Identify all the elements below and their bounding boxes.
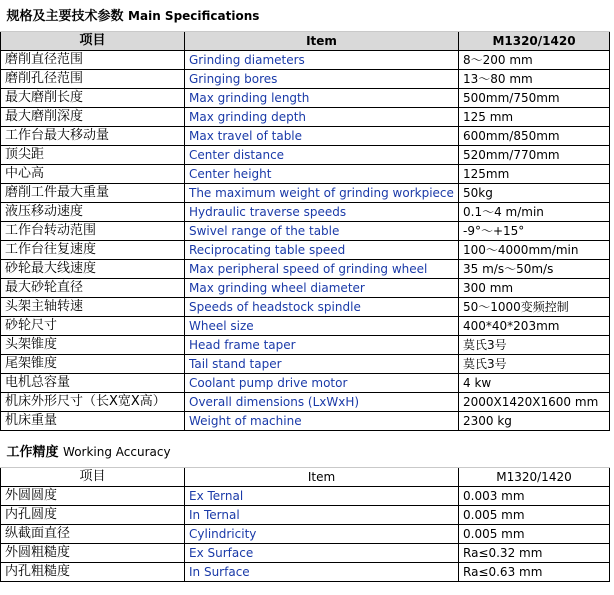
param-name-cn: 机床重量 bbox=[1, 412, 185, 431]
header-item-cn: 项目 bbox=[1, 32, 185, 51]
param-value: 520mm/770mm bbox=[459, 146, 610, 165]
param-name-cn: 顶尖距 bbox=[1, 146, 185, 165]
param-value: 13～80 mm bbox=[459, 70, 610, 89]
table-row bbox=[1, 563, 610, 582]
param-value: 300 mm bbox=[459, 279, 610, 298]
param-name-cn: 最大磨削深度 bbox=[1, 108, 185, 127]
param-name-cn: 液压移动速度 bbox=[1, 203, 185, 222]
spec-body bbox=[1, 51, 610, 431]
param-name-cn: 纵截面直径 bbox=[1, 525, 185, 544]
param-name-cn: 头架主轴转速 bbox=[1, 298, 185, 317]
table-row bbox=[1, 412, 610, 431]
param-name-cn: 磨削孔径范围 bbox=[1, 70, 185, 89]
param-value: Ra≤0.32 mm bbox=[459, 544, 610, 563]
accuracy-title-cn: 工作精度 bbox=[6, 444, 59, 460]
param-value: 0.005 mm bbox=[459, 506, 610, 525]
param-value: 4 kw bbox=[459, 374, 610, 393]
table-row bbox=[1, 487, 610, 506]
table-row bbox=[1, 108, 610, 127]
param-value: Ra≤0.63 mm bbox=[459, 563, 610, 582]
param-name-cn: 机床外形尺寸（长X宽X高） bbox=[1, 393, 185, 412]
table-row bbox=[1, 298, 610, 317]
param-name-cn: 最大砂轮直径 bbox=[1, 279, 185, 298]
param-name-cn: 电机总容量 bbox=[1, 374, 185, 393]
working-accuracy-table bbox=[0, 437, 610, 582]
param-name-en: In Ternal bbox=[185, 506, 459, 525]
param-value: 35 m/s～50m/s bbox=[459, 260, 610, 279]
table-row bbox=[1, 279, 610, 298]
param-name-cn: 砂轮尺寸 bbox=[1, 317, 185, 336]
table-row bbox=[1, 355, 610, 374]
spec-title-row bbox=[1, 1, 610, 32]
table-row bbox=[1, 336, 610, 355]
accuracy-header-row bbox=[1, 468, 610, 487]
accuracy-title-row bbox=[1, 437, 610, 468]
table-row bbox=[1, 184, 610, 203]
param-name-cn: 内孔粗糙度 bbox=[1, 563, 185, 582]
param-name-en: Max grinding length bbox=[185, 89, 459, 108]
param-name-en: Wheel size bbox=[185, 317, 459, 336]
table-row bbox=[1, 222, 610, 241]
param-name-cn: 最大磨削长度 bbox=[1, 89, 185, 108]
param-name-en: In Surface bbox=[185, 563, 459, 582]
table-row bbox=[1, 506, 610, 525]
table-row bbox=[1, 260, 610, 279]
param-value: 500mm/750mm bbox=[459, 89, 610, 108]
acc-header-item-en: Item bbox=[185, 468, 459, 487]
table-row bbox=[1, 70, 610, 89]
param-name-en: Max travel of table bbox=[185, 127, 459, 146]
param-name-en: Hydraulic traverse speeds bbox=[185, 203, 459, 222]
param-name-en: Max grinding wheel diameter bbox=[185, 279, 459, 298]
acc-header-model: M1320/1420 bbox=[459, 468, 610, 487]
param-name-en: Tail stand taper bbox=[185, 355, 459, 374]
table-row bbox=[1, 544, 610, 563]
param-name-cn: 中心高 bbox=[1, 165, 185, 184]
param-name-cn: 内孔圆度 bbox=[1, 506, 185, 525]
param-name-en: Overall dimensions (LxWxH) bbox=[185, 393, 459, 412]
table-row bbox=[1, 374, 610, 393]
table-row bbox=[1, 525, 610, 544]
spec-title-cn: 规格及主要技术参数 bbox=[6, 8, 124, 24]
accuracy-body bbox=[1, 487, 610, 582]
param-name-cn: 工作台往复速度 bbox=[1, 241, 185, 260]
param-name-cn: 砂轮最大线速度 bbox=[1, 260, 185, 279]
table-row bbox=[1, 393, 610, 412]
table-row bbox=[1, 203, 610, 222]
param-name-cn: 外圆粗糙度 bbox=[1, 544, 185, 563]
param-name-en: Reciprocating table speed bbox=[185, 241, 459, 260]
acc-header-item-cn: 项目 bbox=[1, 468, 185, 487]
param-name-cn: 磨削直径范围 bbox=[1, 51, 185, 70]
param-name-en: Speeds of headstock spindle bbox=[185, 298, 459, 317]
table-row bbox=[1, 146, 610, 165]
spec-header-row bbox=[1, 32, 610, 51]
spec-title bbox=[1, 1, 610, 32]
param-value: 125mm bbox=[459, 165, 610, 184]
param-name-en: Swivel range of the table bbox=[185, 222, 459, 241]
param-value: 0.003 mm bbox=[459, 487, 610, 506]
table-row bbox=[1, 241, 610, 260]
spec-title-en: Main Specifications bbox=[128, 8, 260, 23]
param-name-en: Gringing bores bbox=[185, 70, 459, 89]
table-row bbox=[1, 165, 610, 184]
table-row bbox=[1, 127, 610, 146]
param-name-en: Ex Surface bbox=[185, 544, 459, 563]
param-name-en: Cylindricity bbox=[185, 525, 459, 544]
param-name-en: Ex Ternal bbox=[185, 487, 459, 506]
table-row bbox=[1, 51, 610, 70]
table-row bbox=[1, 89, 610, 108]
table-row bbox=[1, 317, 610, 336]
param-name-en: Center height bbox=[185, 165, 459, 184]
param-name-cn: 工作台最大移动量 bbox=[1, 127, 185, 146]
param-value: 100～4000mm/min bbox=[459, 241, 610, 260]
param-name-en: Weight of machine bbox=[185, 412, 459, 431]
param-value: 8～200 mm bbox=[459, 51, 610, 70]
param-name-en: Max grinding depth bbox=[185, 108, 459, 127]
param-value: 2000X1420X1600 mm bbox=[459, 393, 610, 412]
header-model: M1320/1420 bbox=[459, 32, 610, 51]
param-name-en: Head frame taper bbox=[185, 336, 459, 355]
param-value: 2300 kg bbox=[459, 412, 610, 431]
param-name-cn: 外圆圆度 bbox=[1, 487, 185, 506]
param-value: 莫氏3号 bbox=[459, 355, 610, 374]
param-value: -9°～+15° bbox=[459, 222, 610, 241]
param-name-cn: 工作台转动范围 bbox=[1, 222, 185, 241]
param-name-cn: 尾架锥度 bbox=[1, 355, 185, 374]
param-value: 50kg bbox=[459, 184, 610, 203]
param-value: 0.1～4 m/min bbox=[459, 203, 610, 222]
param-name-en: Max peripheral speed of grinding wheel bbox=[185, 260, 459, 279]
param-name-en: The maximum weight of grinding workpiece bbox=[185, 184, 459, 203]
param-value: 莫氏3号 bbox=[459, 336, 610, 355]
param-name-cn: 磨削工件最大重量 bbox=[1, 184, 185, 203]
main-specifications-table bbox=[0, 1, 610, 431]
accuracy-title-en: Working Accuracy bbox=[63, 444, 171, 459]
header-item-en: Item bbox=[185, 32, 459, 51]
param-name-cn: 头架锥度 bbox=[1, 336, 185, 355]
param-value: 400*40*203mm bbox=[459, 317, 610, 336]
param-name-en: Center distance bbox=[185, 146, 459, 165]
accuracy-title bbox=[1, 437, 610, 468]
param-value: 50～1000变频控制 bbox=[459, 298, 610, 317]
param-value: 600mm/850mm bbox=[459, 127, 610, 146]
param-value: 0.005 mm bbox=[459, 525, 610, 544]
param-name-en: Grinding diameters bbox=[185, 51, 459, 70]
param-name-en: Coolant pump drive motor bbox=[185, 374, 459, 393]
param-value: 125 mm bbox=[459, 108, 610, 127]
